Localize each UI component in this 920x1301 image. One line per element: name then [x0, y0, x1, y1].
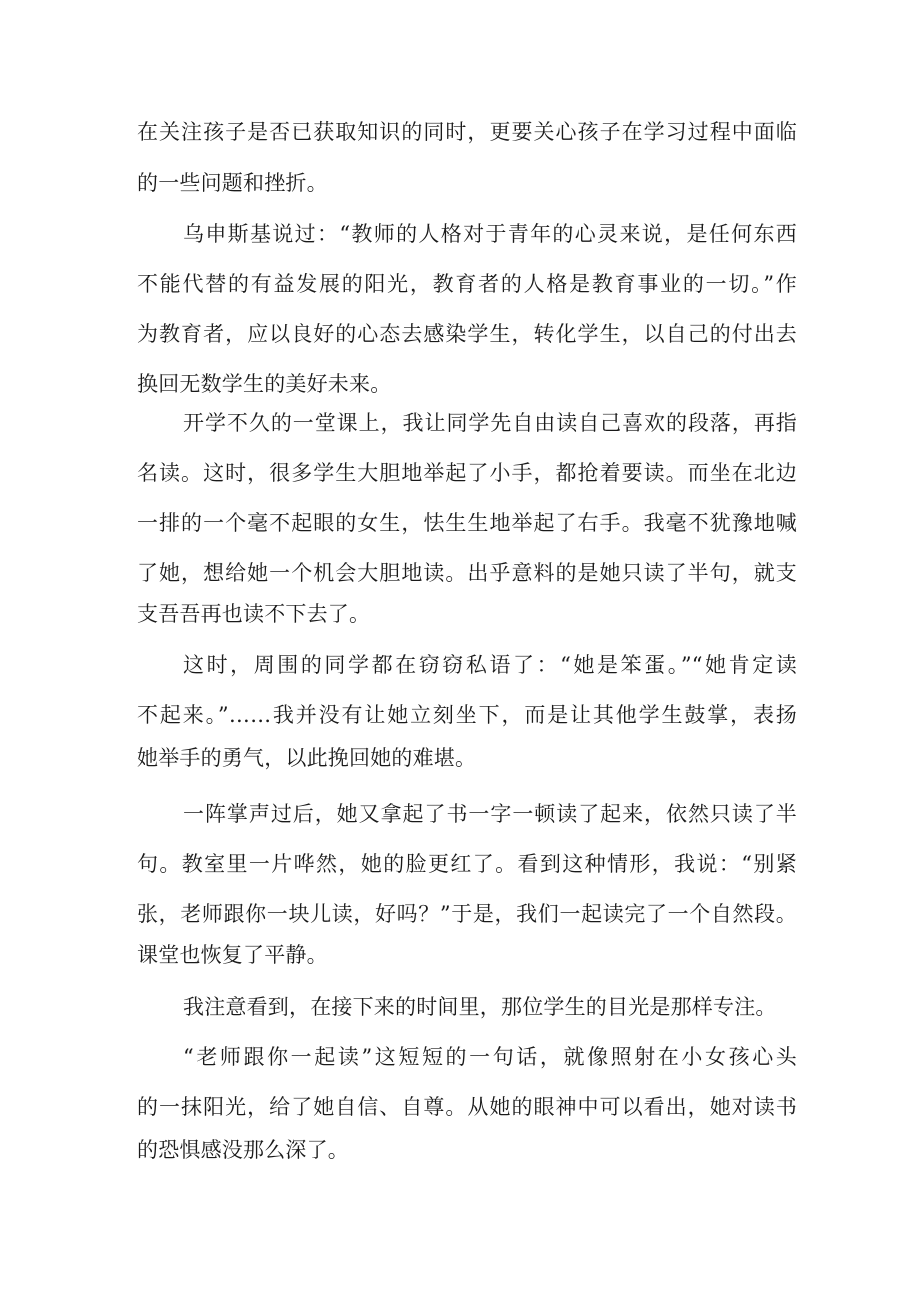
- text-line: “老师跟你一起读”这短短的一句话，就像照射在小女孩心头: [183, 1045, 797, 1069]
- text-line: 句。教室里一片哗然，她的脸更红了。看到这种情形，我说：“别紧: [137, 852, 797, 876]
- text-line: 的一抹阳光，给了她自信、自尊。从她的眼神中可以看出，她对读书: [137, 1095, 797, 1119]
- text-line: 为教育者，应以良好的心态去感染学生，转化学生，以自己的付出去: [137, 322, 797, 346]
- text-line: 的恐惧感没那么深了。: [137, 1138, 349, 1162]
- text-line: 换回无数学生的美好未来。: [137, 372, 392, 396]
- text-line: 一排的一个毫不起眼的女生，怯生生地举起了右手。我毫不犹豫地喊: [137, 511, 797, 535]
- text-line: 一阵掌声过后，她又拿起了书一字一顿读了起来，依然只读了半: [183, 802, 797, 826]
- text-line: 乌申斯基说过：“教师的人格对于青年的心灵来说，是任何东西: [183, 222, 797, 246]
- text-line: 张，老师跟你一块儿读，好吗？”于是，我们一起读完了一个自然段。: [137, 902, 797, 926]
- text-line: 我注意看到，在接下来的时间里，那位学生的目光是那样专注。: [183, 995, 777, 1019]
- text-line: 这时，周围的同学都在窃窃私语了：“她是笨蛋。”“她肯定读: [183, 653, 797, 677]
- text-line: 的一些问题和挫折。: [137, 171, 328, 195]
- text-line: 课堂也恢复了平静。: [137, 943, 328, 967]
- text-line: 不能代替的有益发展的阳光，教育者的人格是教育事业的一切。”作: [137, 272, 797, 296]
- text-line: 不起来。”……我并没有让她立刻坐下，而是让其他学生鼓掌，表扬: [137, 703, 797, 727]
- text-line: 在关注孩子是否已获取知识的同时，更要关心孩子在学习过程中面临: [137, 120, 797, 144]
- text-line: 名读。这时，很多学生大胆地举起了小手，都抢着要读。而坐在北边: [137, 461, 797, 485]
- text-line: 她举手的勇气，以此挽回她的难堪。: [137, 746, 477, 770]
- text-line: 了她，想给她一个机会大胆地读。出乎意料的是她只读了半句，就支: [137, 561, 797, 585]
- text-line: 开学不久的一堂课上，我让同学先自由读自己喜欢的段落，再指: [183, 411, 797, 435]
- text-line: 支吾吾再也读不下去了。: [137, 602, 371, 626]
